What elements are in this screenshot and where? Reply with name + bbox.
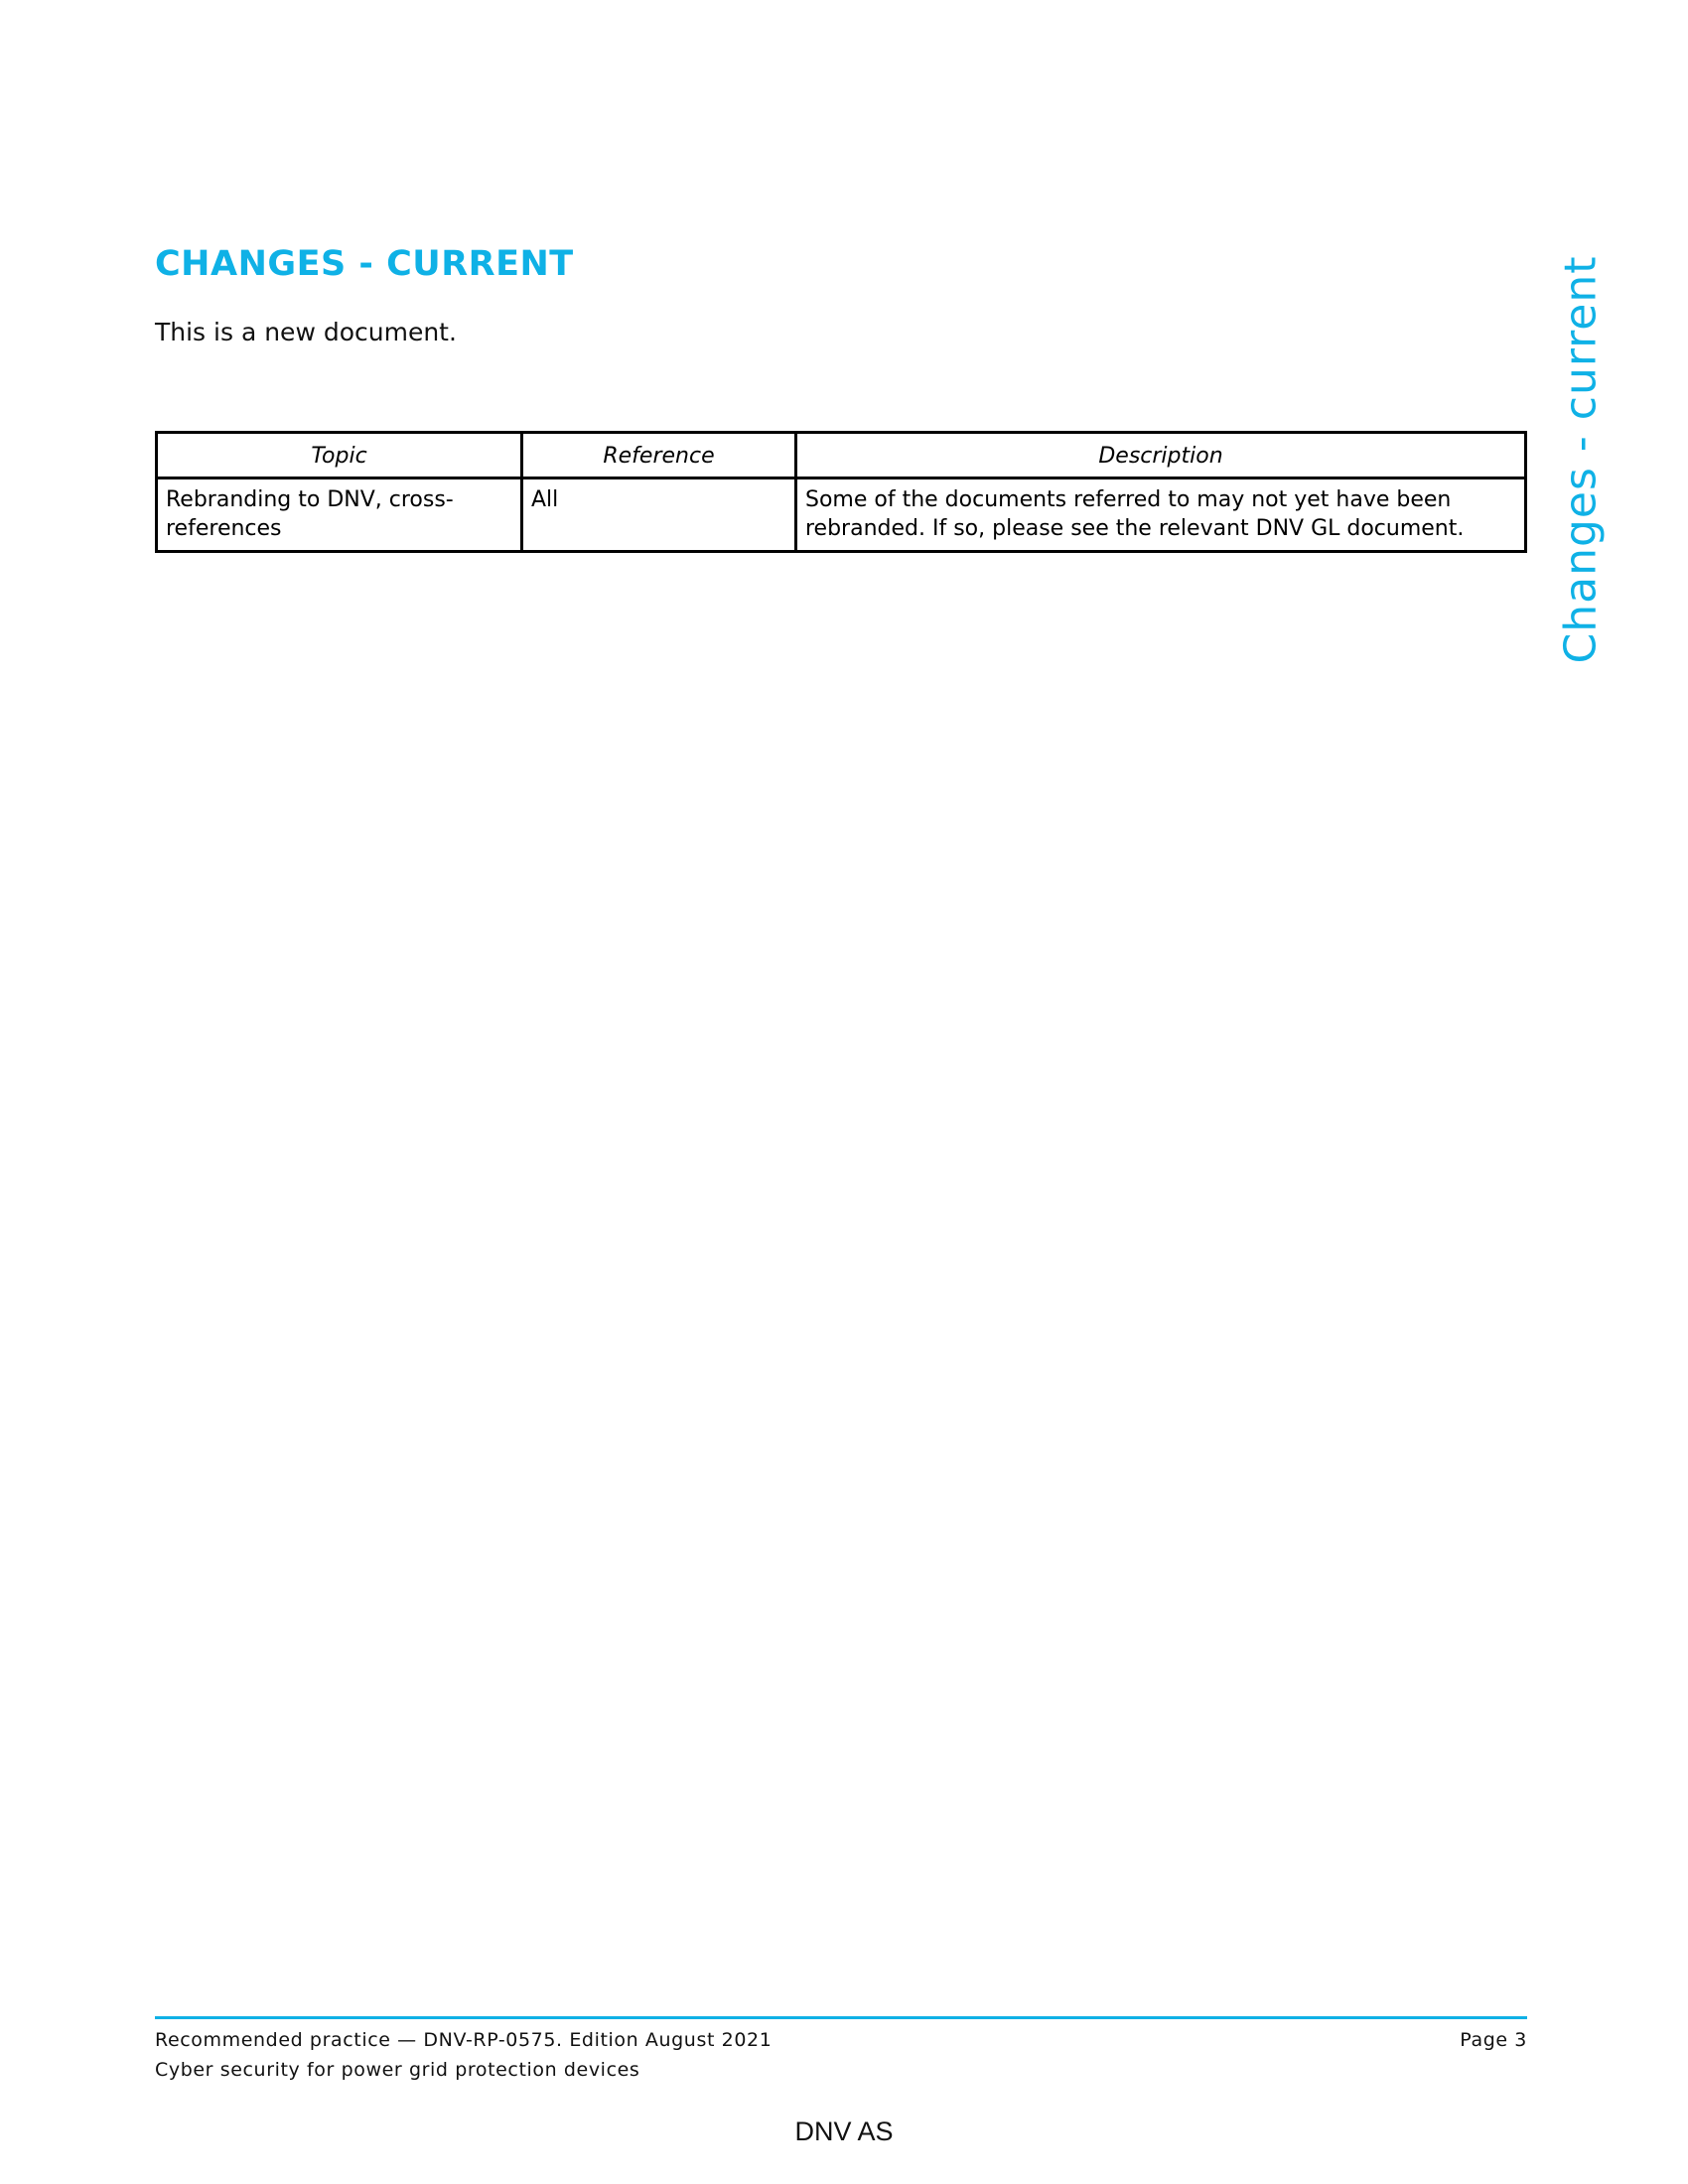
column-header-description: Description — [796, 433, 1526, 478]
footer-divider — [155, 2016, 1527, 2019]
side-section-tab-label: Changes - current — [1555, 255, 1607, 664]
changes-table — [155, 431, 1527, 553]
cell-description: Some of the documents referred to may not yet have been rebranded. If so, please see the relevant DNV GL document. — [796, 478, 1526, 552]
footer-document-line: Recommended practice — DNV-RP-0575. Edition August 2021 — [155, 2029, 773, 2051]
cell-reference: All — [522, 478, 796, 552]
company-name: DNV AS — [794, 2116, 894, 2146]
footer-title-line: Cyber security for power grid protection devices — [155, 2059, 640, 2081]
side-section-tab — [1549, 256, 1613, 663]
page-heading: CHANGES - CURRENT — [155, 244, 574, 284]
column-header-reference: Reference — [522, 433, 796, 478]
table-header-row — [157, 433, 1526, 478]
footer-page-number: Page 3 — [1460, 2029, 1527, 2051]
column-header-topic: Topic — [157, 433, 522, 478]
intro-text: This is a new document. — [155, 318, 457, 346]
table-row — [157, 478, 1526, 552]
cell-topic: Rebranding to DNV, cross-references — [157, 478, 522, 552]
